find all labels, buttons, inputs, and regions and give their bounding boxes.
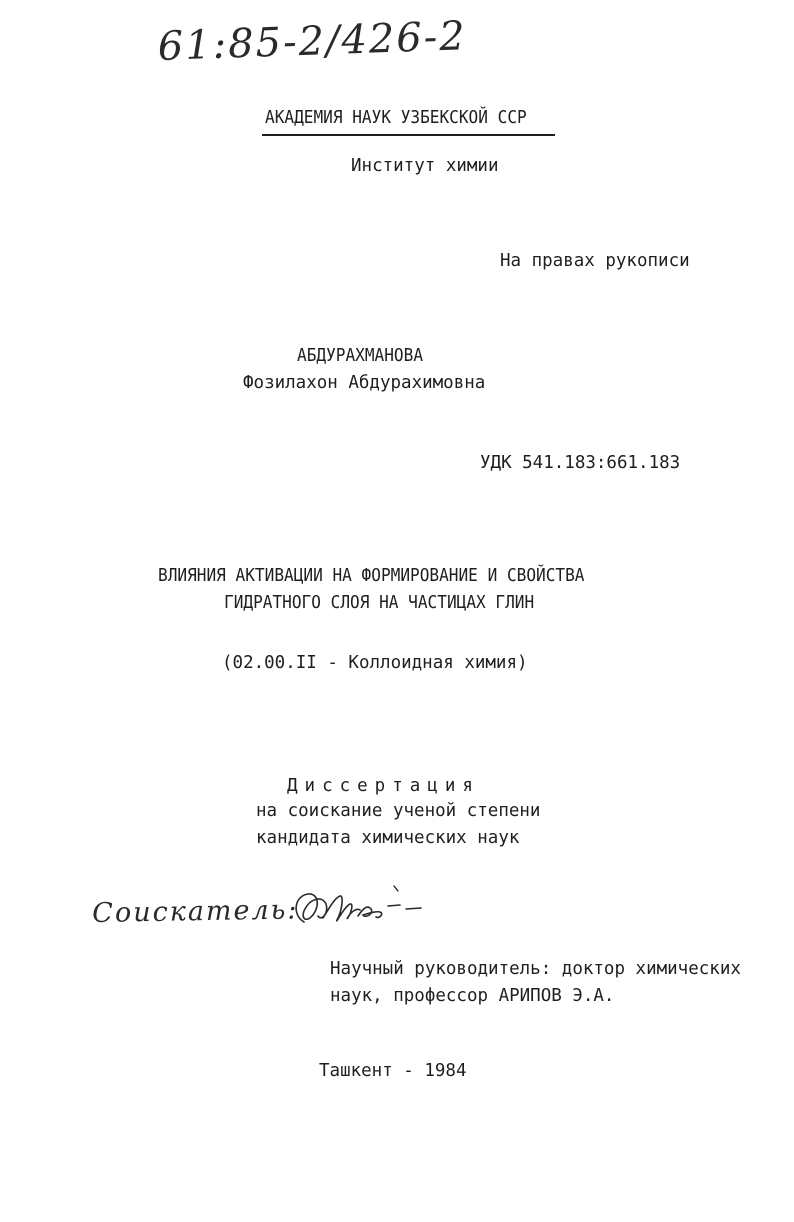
- academy-heading: АКАДЕМИЯ НАУК УЗБЕКСКОЙ ССР: [265, 108, 527, 128]
- adviser-line-2: наук, профессор АРИПОВ Э.А.: [330, 986, 615, 1006]
- adviser-line-1: Научный руководитель: доктор химических: [330, 959, 741, 979]
- specialty-code: (02.00.II - Коллоидная химия): [222, 653, 528, 673]
- applicant-signature: [290, 882, 430, 937]
- author-surname: АБДУРАХМАНОВА: [297, 346, 424, 366]
- academy-underline: [262, 134, 555, 136]
- rights-notice: На правах рукописи: [500, 251, 690, 271]
- dissertation-type: Диссертация: [287, 776, 480, 796]
- dissertation-title-line-2: ГИДРАТНОГО СЛОЯ НА ЧАСТИЦАХ ГЛИН: [224, 593, 535, 613]
- udc-code: УДК 541.183:661.183: [480, 453, 681, 473]
- archive-number-handwritten: 61:85-2/426-2: [157, 13, 468, 70]
- applicant-label-handwritten: Соискатель:: [92, 894, 299, 929]
- degree-line-2: кандидата химических наук: [256, 828, 520, 848]
- degree-line-1: на соискание ученой степени: [256, 801, 541, 821]
- city-year: Ташкент - 1984: [319, 1061, 467, 1081]
- author-given-names: Фозилахон Абдурахимовна: [243, 373, 486, 393]
- institute-name: Институт химии: [351, 156, 499, 176]
- dissertation-title-line-1: ВЛИЯНИЯ АКТИВАЦИИ НА ФОРМИРОВАНИЕ И СВОЙСТВА: [158, 566, 585, 586]
